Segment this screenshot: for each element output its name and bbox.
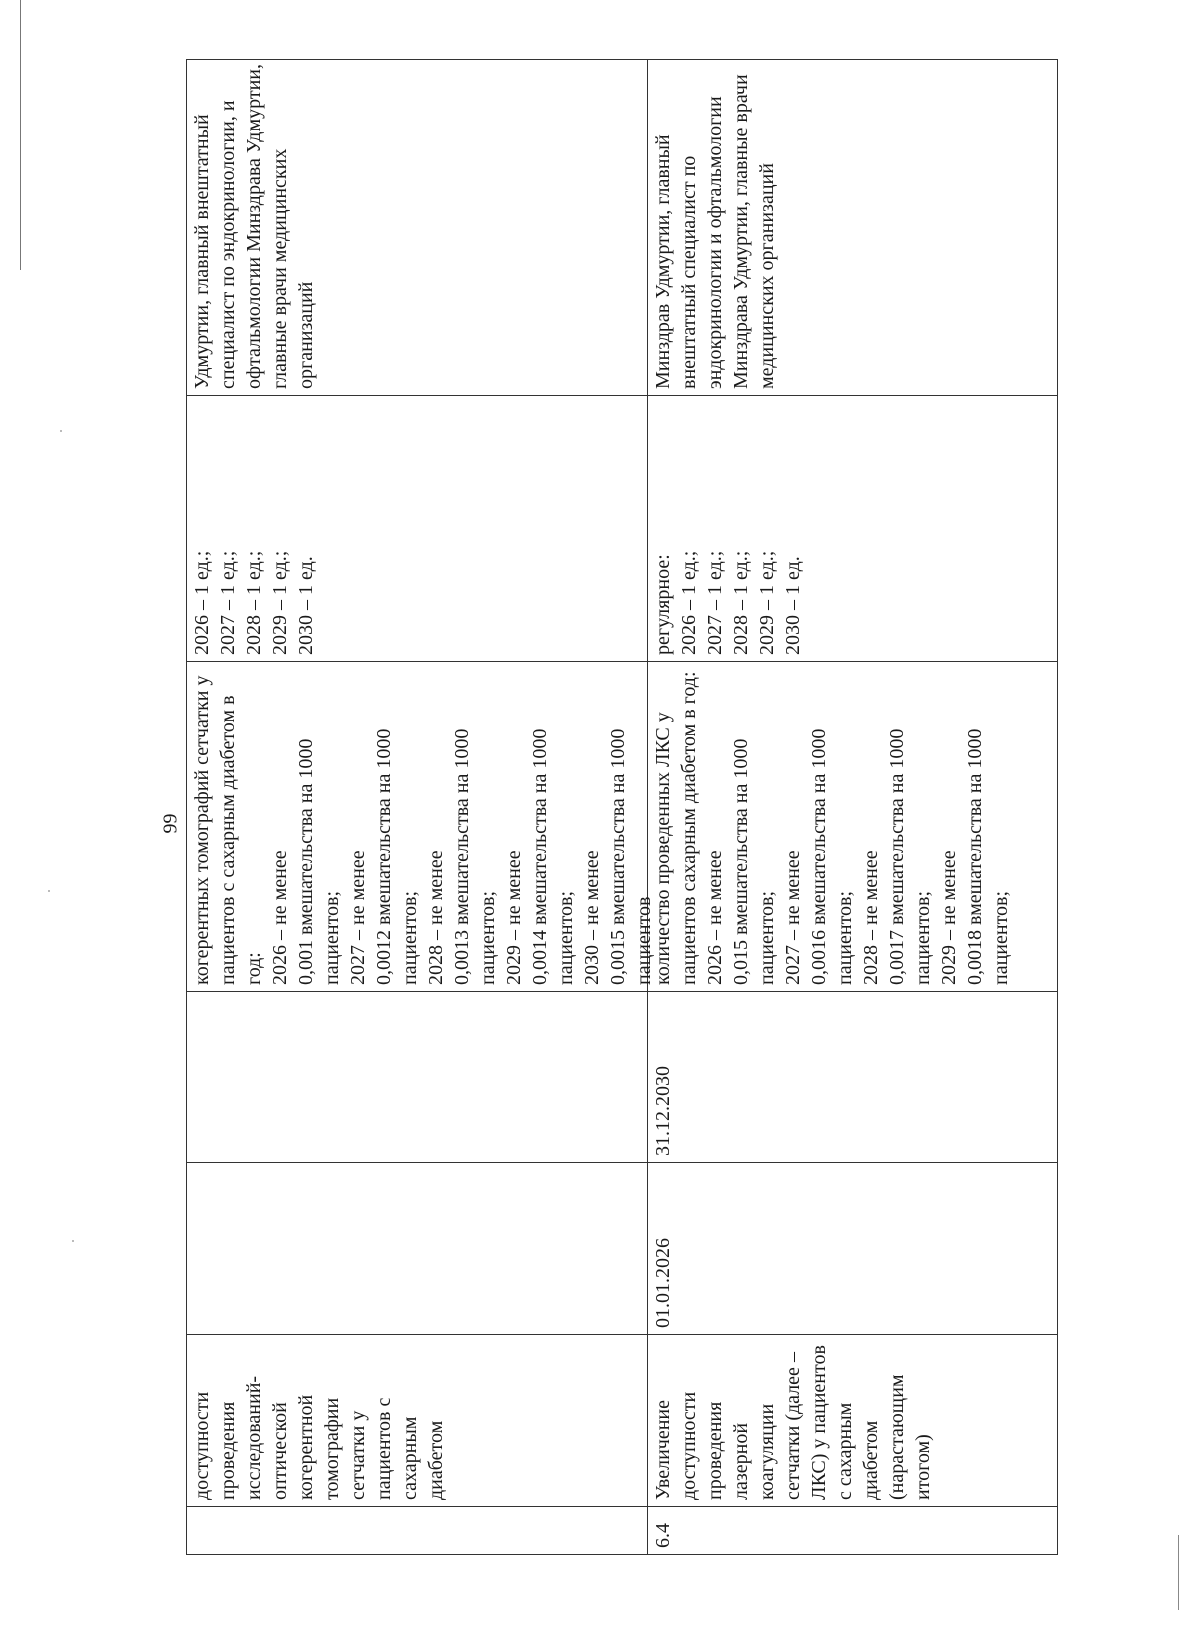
plan-table bbox=[186, 59, 1058, 1555]
cell-responsible: Удмуртии, главный внештатный специалист по эндокринологии, и офтальмологии Минздрава Удмуртии, главные врачи медицинских организаций bbox=[187, 60, 648, 396]
cell-indicator-text: когерентных томографий сетчатки у пациентов с сахарным диабетом в год: 2026 – не менее 0,001 вмешательства на 1000 пациентов; 2027 – не менее 0,0012 вмешательства на 1000 пациентов; 2028 – не менее 0,0013 вмешательства на 1000 пациентов; 2029 – не менее 0,0014 вмешательства на 1000 пациентов; 2030 – не менее 0,0015 вмешательства на 1000 пациентов bbox=[191, 675, 655, 985]
cell-reporting: регулярное: 2026 – 1 ед.; 2027 – 1 ед.; 2028 – 1 ед.; 2029 – 1 ед.; 2030 – 1 ед. bbox=[648, 396, 1058, 662]
cell-responsible: Минздрав Удмуртии, главный внештатный специалист по эндокринологии и офтальмологии Минздрава Удмуртии, главные врачи медицинских организаций bbox=[648, 60, 1058, 396]
cell-reporting: 2026 – 1 ед.; 2027 – 1 ед.; 2028 – 1 ед.; 2029 – 1 ед.; 2030 – 1 ед. bbox=[187, 396, 648, 662]
cell-indicator: количество проведенных ЛКС у пациентов сахарным диабетом в год: 2026 – не менее 0,015 вмешательства на 1000 пациентов; 2027 – не менее 0,0016 вмешательства на 1000 пациентов; 2028 – не менее 0,0017 вмешательства на 1000 пациентов; 2029 – не менее 0,0018 вмешательства на 1000 пациентов; bbox=[648, 662, 1058, 992]
scan-edge-line bbox=[20, 0, 21, 270]
cell-start-date: 01.01.2026 bbox=[648, 1163, 1058, 1335]
page-number bbox=[156, 808, 186, 838]
cell-end-date bbox=[187, 992, 648, 1163]
table-row bbox=[648, 60, 1058, 1555]
scan-speckle bbox=[60, 430, 62, 432]
cell-number bbox=[187, 1507, 648, 1555]
cell-event-name: доступности проведения исследований- оптической когерентной томографии сетчатки у пациентов с сахарным диабетом bbox=[187, 1335, 648, 1507]
cell-number: 6.4 bbox=[648, 1507, 1058, 1555]
scan-speckle bbox=[48, 890, 50, 892]
table-row bbox=[187, 60, 648, 1555]
cell-end-date: 31.12.2030 bbox=[648, 992, 1058, 1163]
scan-speckle bbox=[72, 1240, 74, 1242]
cell-indicator bbox=[187, 662, 655, 992]
cell-event-name: Увеличение доступности проведения лазерной коагуляции сетчатки (далее – ЛКС) у пациентов с сахарным диабетом (нарастающим итогом) bbox=[648, 1335, 1058, 1507]
rotated-table-wrapper bbox=[186, 60, 1054, 1555]
page-number-text: 99 bbox=[159, 813, 182, 833]
scan-edge-line bbox=[1178, 1535, 1179, 1610]
cell-start-date bbox=[187, 1163, 648, 1335]
